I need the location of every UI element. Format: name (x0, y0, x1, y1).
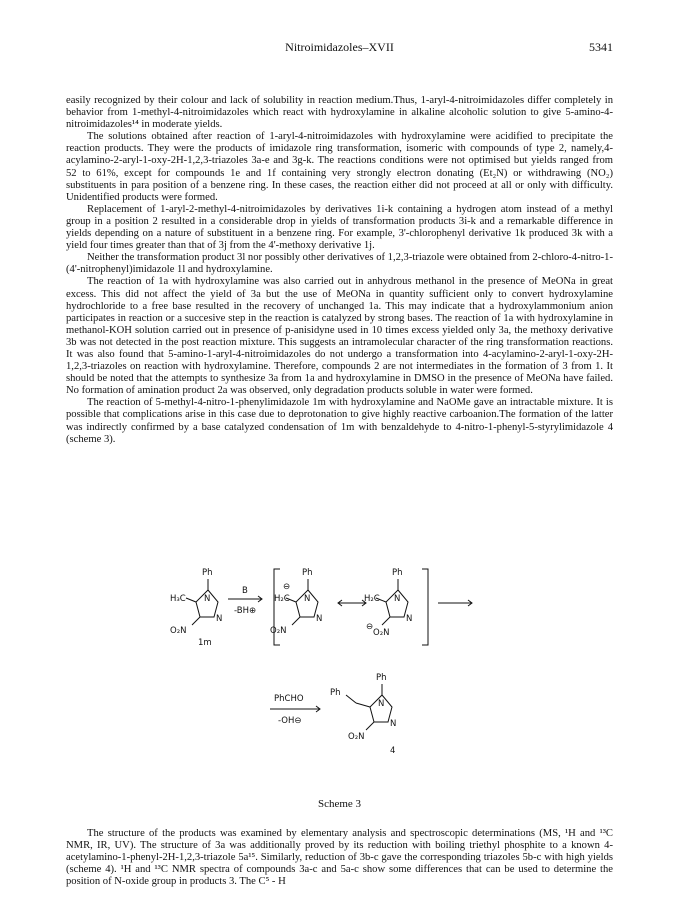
n1-label-anion-2: N (394, 594, 401, 604)
paragraph-6: The reaction of 5-methyl-4-nitro-1-phenylimidazole 1m with hydroxylamine and NaOMe gave an intractable mixture. It is possible that complications arise in this case due to deprotonation to give highly reactive carboanion.The formation of the latter was indirectly confirmed by a base catalyzed condensation of 1m with benzaldehyde to 4-nitro-1-phenyl-5-styrylimidazole 4 (scheme 3). (66, 397, 613, 445)
methyl-label: H₃C (170, 594, 186, 604)
methylene-label: H₂C (274, 594, 290, 604)
n3-label-product-4: N (390, 719, 397, 729)
n3-label-1m: N (216, 614, 223, 624)
paragraph-5: The reaction of 1a with hydroxylamine was also carried out in anhydrous methanol in the presence of MeONa in great excess. This did not affect the yield of 3a but the use of MeONa in quantity sufficient only to convert hydroxylamine hydrochloride to a free base resulted in the recovery of unchanged 1a. This may indicate that a hydroxylammonium anion participates in reaction or a succesive step in the reaction is catalyzed by strong bases. The reaction of 1a with hydroxylamine in methanol-KOH solution carried out in presence of p-anisidyne used in 10 times excess yielded only 3a, the methoxy derivative 3b was not detected in the post reaction mixture. This suggests an intramolecular character of the ring transformation reactions. It was also found that 5-amino-1-aryl-4-nitroimidazoles do not undergo a transformation into 4-acylamino-2-aryl-1-oxy-2H-1,2,3-triazoles on reaction with hydroxylamine. Therefore, compounds 2 are not intermediates in the formation of 3 from 1. It should be noted that the attempts to synthesize 3a from 1a and hydroxylamine in DMSO in the presence of MeONa have failed. No formation of amination product 2a was observed, only degradation products soluble in water were formed. (66, 276, 613, 397)
n1-label-product-4: N (378, 699, 385, 709)
carbanion-charge: ⊖ (283, 582, 291, 592)
nitronate-charge: ⊖ (366, 622, 374, 632)
nitro-label-1m: O₂N (170, 626, 187, 636)
ph-label-1m: Ph (202, 568, 213, 578)
ph-label-product-4: Ph (376, 673, 387, 683)
paragraph-1: easily recognized by their colour and lack of solubility in reaction medium.Thus, 1-aryl-4-nitroimidazoles differ completely in behavior from 1-methyl-4-nitroimidazoles which react with hydroxylamine in alkaline alcoholic solution to give 5-amino-4-nitroimidazoles¹⁴ in moderate yields. (66, 95, 613, 131)
running-title: Nitroimidazoles–XVII (285, 40, 394, 54)
compound-1m-label: 1m (198, 638, 212, 648)
paragraph-3: Replacement of 1-aryl-2-methyl-4-nitroimidazoles by derivatives 1i-k containing a hydrogen atom instead of a methyl group in a position 2 resulted in a considerable drop in yields of transformation products 3i-k and a remarkable difference in yields depending on a nature of substituent in a benzene ring. For example, 3'-chlorophenyl derivative 1k produced 3k with a yield four times greater than that of 3j from the 4'-methoxy derivative 1j. (66, 203, 613, 252)
page-number: 5341 (589, 40, 613, 54)
styryl-ph-label: Ph (330, 688, 341, 698)
page-header (66, 40, 613, 56)
reaction-scheme (170, 555, 530, 820)
n3-label-anion-2: N (406, 614, 413, 624)
paragraph-4: Neither the transformation product 3l nor possibly other derivatives of 1,2,3-triazole were obtained from 2-chloro-4-nitro-1-(4'-nitrophenyl)imidazole 1l and hydroxylamine. (66, 252, 613, 276)
nitro-label-anion-1: O₂N (270, 626, 287, 636)
scheme-caption: Scheme 3 (317, 798, 362, 810)
paragraph-7: The structure of the products was examined by elementary analysis and spectroscopic determinations (MS, ¹H and ¹³C NMR, IR, UV). The structure of 3a was additionally proved by its reduction with boiling triethyl phosphite to a known 4-acetylamino-1-phenyl-2H-1,2,3-triazole 5a¹⁵. Similarly, reduction of 3b-c gave the corresponding triazoles 5b-c with high yields (scheme 4). ¹H and ¹³C NMR spectra of compounds 3a-c and 5a-c show some differences that can be used to determine the position of N-oxide group in products 3. The C⁵ - H (66, 828, 613, 888)
n3-label-anion-1: N (316, 614, 323, 624)
methylene-label-2: H₂C (364, 594, 380, 604)
ph-label-anion-1: Ph (302, 568, 313, 578)
hydroxide-label: -OH⊖ (278, 716, 302, 726)
body-text (66, 95, 613, 446)
bh-label: -BH⊕ (234, 606, 257, 616)
body-text-after-scheme (66, 828, 613, 888)
nitro-label-product-4: O₂N (348, 732, 365, 742)
compound-4-label: 4 (390, 746, 396, 756)
n1-label-1m: N (204, 594, 211, 604)
paragraph-2: The solutions obtained after reaction of 1-aryl-4-nitroimidazoles with hydroxylamine were acidified to precipitate the reaction products. They were the products of imidazole ring transformation, isomeric with compounds of type 2, namely,4-acylamino-2-aryl-1-oxy-2H-1,2,3-triazoles 3a-e and 3g-k. The reactions conditions were not optimised but yields ranged from 52 to 61%, except for compounds 1e and 1f containing very strongly electron donating (Et₂N) or withdrawing (NO₂) substituents in para position of a benzene ring. In these cases, the reaction either did not proceed at all or only with difficulty. Unidentified products were formed. (66, 131, 613, 203)
bracket-right (422, 569, 428, 645)
n1-label-anion-1: N (304, 594, 311, 604)
benzaldehyde-label: PhCHO (274, 694, 304, 704)
ph-label-anion-2: Ph (392, 568, 403, 578)
nitro-label-anion-2: O₂N (373, 628, 390, 638)
scheme-drawing (170, 555, 530, 820)
base-label: B (242, 586, 248, 596)
